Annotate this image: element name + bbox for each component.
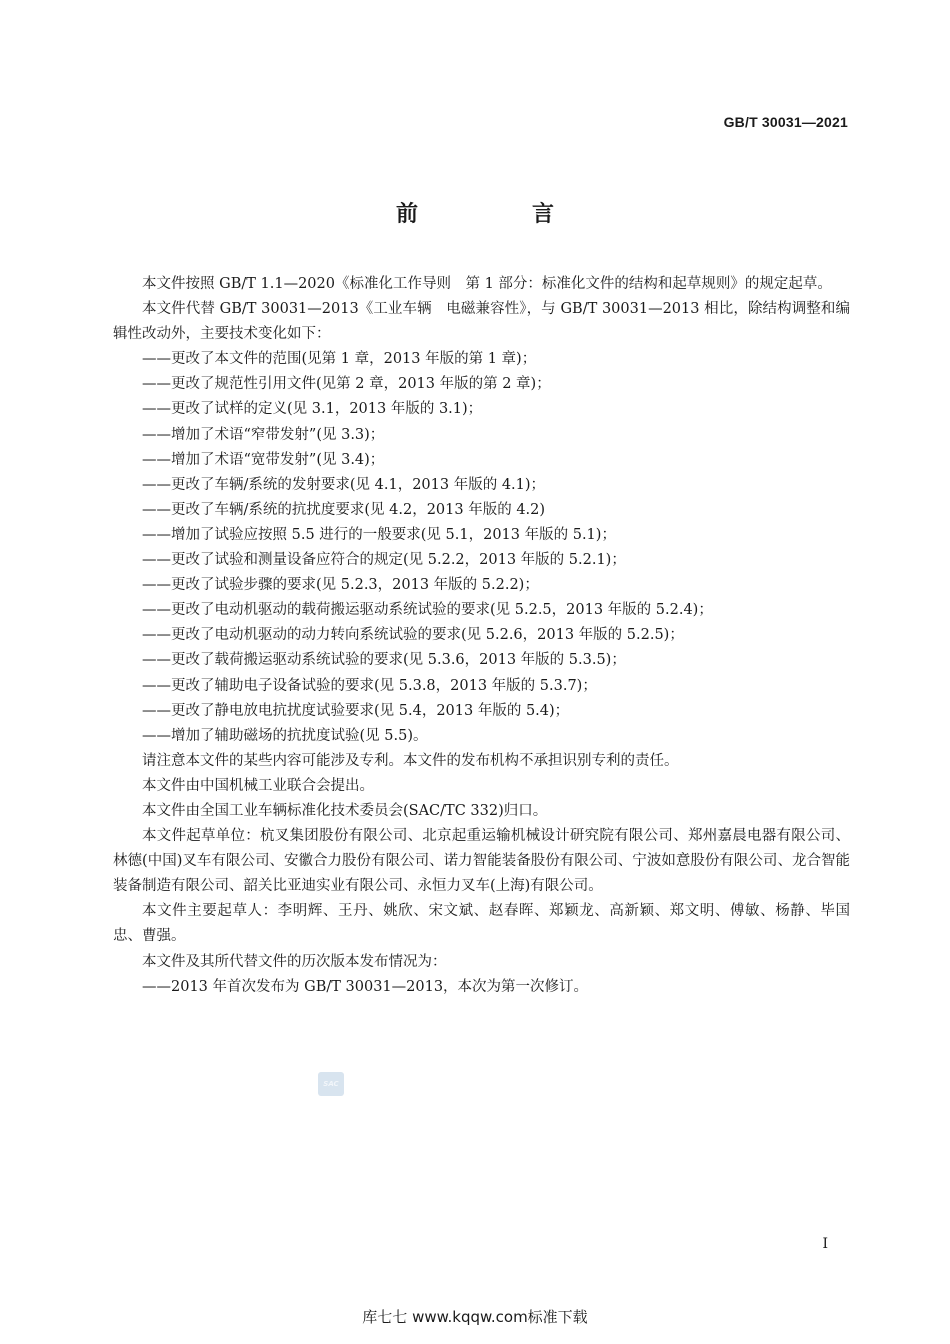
footer-watermark: 库七七 www.kqqw.com标准下载 [362, 1308, 588, 1326]
history-item: ——2013 年首次发布为 GB/T 30031—2013，本次为第一次修订。 [142, 978, 589, 995]
change-item: ——更改了辅助电子设备试验的要求(见 5.3.8，2013 年版的 5.3.7)； [142, 677, 597, 694]
drafters: 本文件主要起草人：李明辉、王丹、姚欣、宋文斌、赵春晖、郑颖龙、高新颖、郑文明、傅敏、杨静、毕国忠、曹强。 [113, 903, 850, 945]
change-item: ——更改了静电放电抗扰度试验要求(见 5.4，2013 年版的 5.4)； [142, 702, 570, 719]
sac-watermark-logo: SAC [318, 1072, 344, 1096]
change-item: ——增加了术语“窄带发射”(见 3.3)； [142, 426, 385, 443]
change-item: ——更改了试样的定义(见 3.1，2013 年版的 3.1)； [142, 401, 483, 418]
patent-notice: 请注意本文件的某些内容可能涉及专利。本文件的发布机构不承担识别专利的责任。 [142, 752, 679, 769]
history-intro: 本文件及其所代替文件的历次版本发布情况为： [142, 953, 447, 970]
proposer-statement: 本文件由中国机械工业联合会提出。 [142, 777, 374, 794]
paragraph: 本文件代替 GB/T 30031—2013《工业车辆 电磁兼容性》，与 GB/T 30031—2013 相比，除结构调整和编辑性改动外，主要技术变化如下： [113, 301, 850, 343]
change-item: ——增加了试验应按照 5.5 进行的一般要求(见 5.1，2013 年版的 5.1)； [142, 526, 616, 543]
change-item: ——更改了车辆/系统的抗扰度要求(见 4.2，2013 年版的 4.2) [142, 501, 546, 518]
change-item: ——增加了术语“宽带发射”(见 3.4)； [142, 451, 385, 468]
change-item: ——更改了载荷搬运驱动系统试验的要求(见 5.3.6，2013 年版的 5.3.5)； [142, 652, 626, 669]
committee-statement: 本文件由全国工业车辆标准化技术委员会(SAC/TC 332)归口。 [142, 802, 548, 819]
change-item: ——更改了规范性引用文件(见第 2 章，2013 年版的第 2 章)； [142, 376, 551, 393]
drafting-units: 本文件起草单位：杭叉集团股份有限公司、北京起重运输机械设计研究院有限公司、郑州嘉晨电器有限公司、林德(中国)叉车有限公司、安徽合力股份有限公司、诺力智能装备股份有限公司、宁波如意股份有限公司、龙合智能装备制造有限公司、韶关比亚迪实业有限公司、永恒力叉车(上海)有限公司。 [113, 828, 850, 895]
page-title: 前 言 [395, 202, 600, 227]
change-item: ——更改了电动机驱动的载荷搬运驱动系统试验的要求(见 5.2.5，2013 年版的 5.2.4)； [142, 602, 713, 619]
document-code: GB/T 30031—2021 [723, 114, 848, 130]
change-item: ——增加了辅助磁场的抗扰度试验(见 5.5)。 [142, 727, 428, 744]
change-item: ——更改了试验和测量设备应符合的规定(见 5.2.2，2013 年版的 5.2.1)； [142, 552, 626, 569]
foreword-body [113, 272, 850, 1000]
change-item: ——更改了车辆/系统的发射要求(见 4.1，2013 年版的 4.1)； [142, 476, 546, 493]
paragraph: 本文件按照 GB/T 1.1—2020《标准化工作导则 第 1 部分：标准化文件的结构和起草规则》的规定起草。 [142, 276, 832, 292]
page-number: I [822, 1236, 828, 1252]
change-item: ——更改了本文件的范围(见第 1 章，2013 年版的第 1 章)； [142, 351, 537, 368]
change-item: ——更改了试验步骤的要求(见 5.2.3，2013 年版的 5.2.2)； [142, 577, 539, 594]
change-item: ——更改了电动机驱动的动力转向系统试验的要求(见 5.2.6，2013 年版的 5.2.5)； [142, 627, 684, 644]
